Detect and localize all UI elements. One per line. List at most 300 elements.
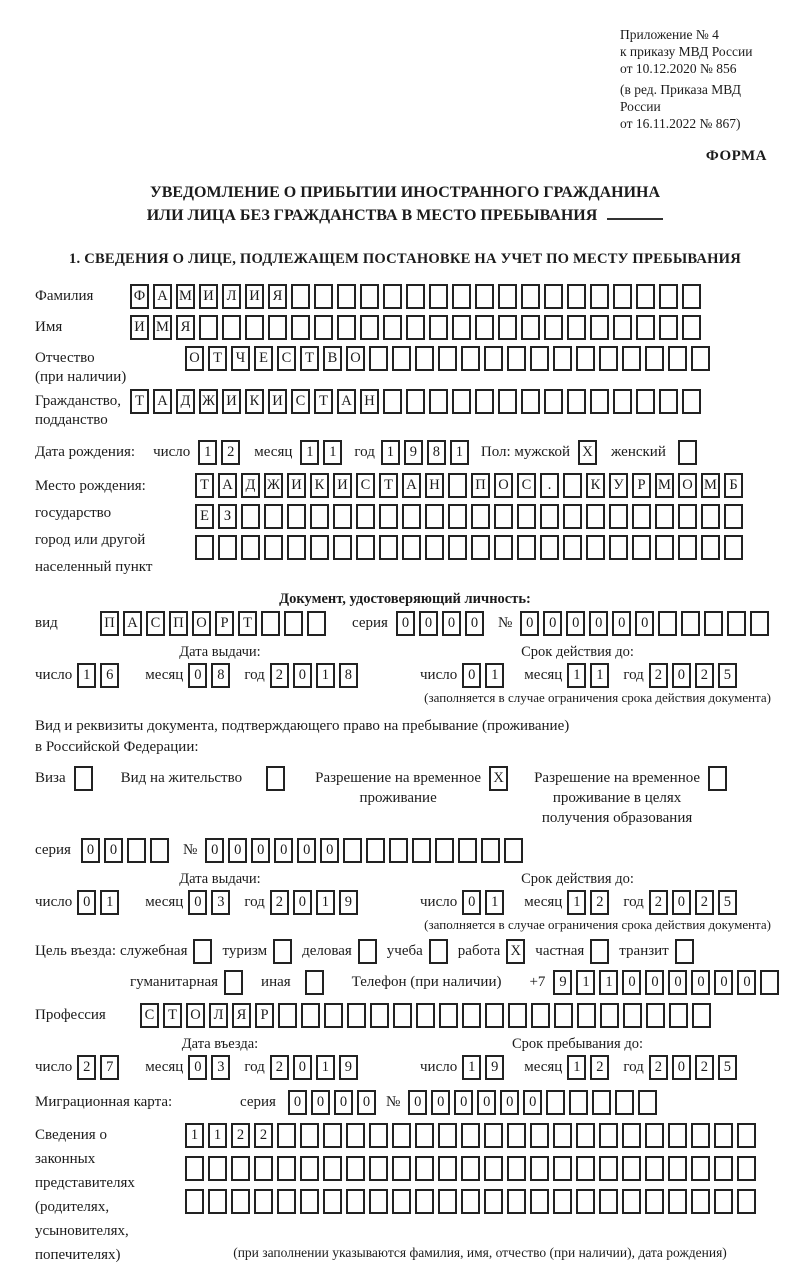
char-cell[interactable] bbox=[592, 1090, 611, 1115]
char-cell[interactable] bbox=[655, 535, 674, 560]
visa-checkbox[interactable] bbox=[74, 766, 97, 791]
char-cell[interactable] bbox=[544, 315, 563, 340]
char-cell[interactable] bbox=[471, 504, 490, 529]
char-cell[interactable] bbox=[429, 389, 448, 414]
char-cell[interactable] bbox=[577, 1003, 596, 1028]
char-cell[interactable] bbox=[310, 504, 329, 529]
char-cell[interactable] bbox=[314, 315, 333, 340]
char-cell[interactable]: И bbox=[333, 473, 352, 498]
char-cell[interactable] bbox=[576, 346, 595, 371]
char-cell[interactable] bbox=[438, 1123, 457, 1148]
char-cell[interactable]: М bbox=[176, 284, 195, 309]
char-cell[interactable]: 2 bbox=[254, 1123, 273, 1148]
char-cell[interactable] bbox=[218, 535, 237, 560]
char-cell[interactable]: Р bbox=[215, 611, 234, 636]
char-cell[interactable] bbox=[494, 504, 513, 529]
char-cell[interactable] bbox=[737, 1189, 756, 1214]
char-cell[interactable]: Т bbox=[163, 1003, 182, 1028]
char-cell[interactable] bbox=[475, 284, 494, 309]
char-cell[interactable]: 0 bbox=[419, 611, 438, 636]
char-cell[interactable] bbox=[701, 535, 720, 560]
valid1-year-cells[interactable] bbox=[649, 663, 741, 688]
char-cell[interactable]: 9 bbox=[339, 1055, 358, 1080]
char-cell[interactable]: Л bbox=[222, 284, 241, 309]
char-cell[interactable] bbox=[622, 346, 641, 371]
char-cell[interactable]: 1 bbox=[485, 663, 504, 688]
char-cell[interactable] bbox=[675, 939, 694, 964]
char-cell[interactable]: 0 bbox=[691, 970, 710, 995]
char-cell[interactable] bbox=[369, 346, 388, 371]
char-cell[interactable]: М bbox=[701, 473, 720, 498]
char-cell[interactable] bbox=[452, 284, 471, 309]
issue2-month-cells[interactable] bbox=[188, 890, 234, 915]
char-cell[interactable]: Я bbox=[268, 284, 287, 309]
char-cell[interactable]: 5 bbox=[718, 890, 737, 915]
char-cell[interactable] bbox=[586, 535, 605, 560]
char-cell[interactable] bbox=[498, 284, 517, 309]
char-cell[interactable] bbox=[360, 284, 379, 309]
char-cell[interactable]: 1 bbox=[198, 440, 217, 465]
char-cell[interactable]: 0 bbox=[311, 1090, 330, 1115]
char-cell[interactable] bbox=[498, 315, 517, 340]
char-cell[interactable]: 2 bbox=[590, 1055, 609, 1080]
stay-day-cells[interactable] bbox=[462, 1055, 508, 1080]
char-cell[interactable] bbox=[461, 1189, 480, 1214]
purpose-transit-checkbox[interactable] bbox=[675, 939, 698, 964]
char-cell[interactable] bbox=[708, 766, 727, 791]
char-cell[interactable]: О bbox=[494, 473, 513, 498]
char-cell[interactable]: В bbox=[323, 346, 342, 371]
char-cell[interactable]: О bbox=[678, 473, 697, 498]
char-cell[interactable] bbox=[310, 535, 329, 560]
birth-place-row1[interactable] bbox=[195, 473, 747, 498]
char-cell[interactable] bbox=[402, 535, 421, 560]
char-cell[interactable] bbox=[622, 1123, 641, 1148]
char-cell[interactable]: 0 bbox=[454, 1090, 473, 1115]
char-cell[interactable]: П bbox=[471, 473, 490, 498]
char-cell[interactable]: 1 bbox=[316, 663, 335, 688]
char-cell[interactable] bbox=[645, 1156, 664, 1181]
char-cell[interactable]: 0 bbox=[188, 663, 207, 688]
char-cell[interactable]: 9 bbox=[485, 1055, 504, 1080]
representatives-row2[interactable] bbox=[185, 1156, 760, 1181]
char-cell[interactable] bbox=[682, 284, 701, 309]
char-cell[interactable]: 0 bbox=[442, 611, 461, 636]
char-cell[interactable] bbox=[546, 1090, 565, 1115]
char-cell[interactable]: 0 bbox=[293, 1055, 312, 1080]
char-cell[interactable] bbox=[590, 389, 609, 414]
char-cell[interactable] bbox=[241, 504, 260, 529]
char-cell[interactable]: Т bbox=[195, 473, 214, 498]
char-cell[interactable] bbox=[622, 1189, 641, 1214]
char-cell[interactable] bbox=[586, 504, 605, 529]
char-cell[interactable]: 2 bbox=[231, 1123, 250, 1148]
citizenship-cells[interactable] bbox=[130, 389, 705, 414]
char-cell[interactable] bbox=[389, 838, 408, 863]
char-cell[interactable] bbox=[521, 315, 540, 340]
char-cell[interactable] bbox=[415, 1123, 434, 1148]
char-cell[interactable] bbox=[563, 535, 582, 560]
char-cell[interactable] bbox=[452, 389, 471, 414]
char-cell[interactable]: 1 bbox=[567, 890, 586, 915]
char-cell[interactable] bbox=[599, 1189, 618, 1214]
char-cell[interactable] bbox=[425, 535, 444, 560]
char-cell[interactable] bbox=[576, 1123, 595, 1148]
char-cell[interactable] bbox=[567, 315, 586, 340]
char-cell[interactable] bbox=[540, 535, 559, 560]
char-cell[interactable]: 1 bbox=[599, 970, 618, 995]
birth-place-row3[interactable] bbox=[195, 535, 747, 560]
char-cell[interactable]: Т bbox=[208, 346, 227, 371]
char-cell[interactable] bbox=[659, 389, 678, 414]
char-cell[interactable]: С bbox=[146, 611, 165, 636]
entry-day-cells[interactable] bbox=[77, 1055, 123, 1080]
char-cell[interactable] bbox=[576, 1156, 595, 1181]
char-cell[interactable] bbox=[636, 389, 655, 414]
char-cell[interactable]: 0 bbox=[672, 890, 691, 915]
char-cell[interactable]: 8 bbox=[427, 440, 446, 465]
char-cell[interactable]: 1 bbox=[485, 890, 504, 915]
char-cell[interactable] bbox=[507, 346, 526, 371]
char-cell[interactable] bbox=[273, 939, 292, 964]
char-cell[interactable]: Т bbox=[300, 346, 319, 371]
char-cell[interactable] bbox=[494, 535, 513, 560]
char-cell[interactable] bbox=[150, 838, 169, 863]
char-cell[interactable]: Д bbox=[176, 389, 195, 414]
char-cell[interactable] bbox=[553, 1156, 572, 1181]
char-cell[interactable]: Р bbox=[632, 473, 651, 498]
char-cell[interactable] bbox=[264, 535, 283, 560]
char-cell[interactable] bbox=[737, 1123, 756, 1148]
char-cell[interactable] bbox=[567, 284, 586, 309]
char-cell[interactable] bbox=[724, 504, 743, 529]
purpose-tourism-checkbox[interactable] bbox=[273, 939, 296, 964]
char-cell[interactable] bbox=[521, 389, 540, 414]
char-cell[interactable] bbox=[471, 535, 490, 560]
char-cell[interactable]: 0 bbox=[104, 838, 123, 863]
char-cell[interactable] bbox=[287, 504, 306, 529]
char-cell[interactable]: И bbox=[245, 284, 264, 309]
char-cell[interactable]: 0 bbox=[465, 611, 484, 636]
char-cell[interactable]: 1 bbox=[316, 1055, 335, 1080]
char-cell[interactable] bbox=[678, 535, 697, 560]
char-cell[interactable] bbox=[669, 1003, 688, 1028]
char-cell[interactable]: А bbox=[218, 473, 237, 498]
issue1-year-cells[interactable] bbox=[270, 663, 362, 688]
char-cell[interactable] bbox=[402, 504, 421, 529]
char-cell[interactable]: Т bbox=[130, 389, 149, 414]
char-cell[interactable]: 0 bbox=[477, 1090, 496, 1115]
char-cell[interactable] bbox=[475, 315, 494, 340]
char-cell[interactable] bbox=[609, 535, 628, 560]
purpose-private-checkbox[interactable] bbox=[590, 939, 613, 964]
char-cell[interactable] bbox=[678, 440, 697, 465]
char-cell[interactable] bbox=[337, 315, 356, 340]
char-cell[interactable] bbox=[750, 611, 769, 636]
char-cell[interactable] bbox=[264, 504, 283, 529]
char-cell[interactable] bbox=[645, 346, 664, 371]
char-cell[interactable] bbox=[379, 535, 398, 560]
char-cell[interactable]: О bbox=[192, 611, 211, 636]
char-cell[interactable] bbox=[392, 346, 411, 371]
char-cell[interactable] bbox=[370, 1003, 389, 1028]
char-cell[interactable] bbox=[646, 1003, 665, 1028]
char-cell[interactable]: 2 bbox=[270, 1055, 289, 1080]
stay-month-cells[interactable] bbox=[567, 1055, 613, 1080]
char-cell[interactable]: 0 bbox=[396, 611, 415, 636]
char-cell[interactable] bbox=[284, 611, 303, 636]
stay-year-cells[interactable] bbox=[649, 1055, 741, 1080]
char-cell[interactable]: И bbox=[130, 315, 149, 340]
char-cell[interactable]: О bbox=[185, 346, 204, 371]
issue1-month-cells[interactable] bbox=[188, 663, 234, 688]
char-cell[interactable] bbox=[307, 611, 326, 636]
char-cell[interactable]: 1 bbox=[100, 890, 119, 915]
char-cell[interactable]: 0 bbox=[612, 611, 631, 636]
char-cell[interactable]: Р bbox=[255, 1003, 274, 1028]
char-cell[interactable] bbox=[701, 504, 720, 529]
char-cell[interactable] bbox=[609, 504, 628, 529]
char-cell[interactable]: 8 bbox=[211, 663, 230, 688]
char-cell[interactable] bbox=[636, 284, 655, 309]
char-cell[interactable] bbox=[199, 315, 218, 340]
char-cell[interactable] bbox=[261, 611, 280, 636]
birth-day-cells[interactable] bbox=[198, 440, 244, 465]
birth-month-cells[interactable] bbox=[300, 440, 346, 465]
char-cell[interactable] bbox=[590, 939, 609, 964]
char-cell[interactable]: X bbox=[578, 440, 597, 465]
char-cell[interactable] bbox=[346, 1156, 365, 1181]
char-cell[interactable]: П bbox=[100, 611, 119, 636]
char-cell[interactable]: М bbox=[153, 315, 172, 340]
char-cell[interactable] bbox=[245, 315, 264, 340]
char-cell[interactable]: 8 bbox=[339, 663, 358, 688]
char-cell[interactable]: 0 bbox=[251, 838, 270, 863]
char-cell[interactable]: С bbox=[517, 473, 536, 498]
char-cell[interactable]: С bbox=[140, 1003, 159, 1028]
char-cell[interactable] bbox=[462, 1003, 481, 1028]
char-cell[interactable]: О bbox=[186, 1003, 205, 1028]
char-cell[interactable] bbox=[383, 284, 402, 309]
char-cell[interactable]: 0 bbox=[205, 838, 224, 863]
purpose-official-checkbox[interactable] bbox=[193, 939, 216, 964]
char-cell[interactable]: 0 bbox=[293, 890, 312, 915]
char-cell[interactable] bbox=[613, 315, 632, 340]
char-cell[interactable] bbox=[448, 473, 467, 498]
char-cell[interactable] bbox=[714, 1156, 733, 1181]
char-cell[interactable] bbox=[681, 611, 700, 636]
char-cell[interactable]: И bbox=[199, 284, 218, 309]
char-cell[interactable] bbox=[300, 1123, 319, 1148]
char-cell[interactable] bbox=[461, 346, 480, 371]
permit-number-cells[interactable] bbox=[205, 838, 527, 863]
char-cell[interactable] bbox=[392, 1189, 411, 1214]
char-cell[interactable] bbox=[504, 838, 523, 863]
char-cell[interactable]: 0 bbox=[188, 890, 207, 915]
char-cell[interactable] bbox=[278, 1003, 297, 1028]
char-cell[interactable]: 1 bbox=[185, 1123, 204, 1148]
char-cell[interactable] bbox=[668, 346, 687, 371]
purpose-humanitarian-checkbox[interactable] bbox=[224, 970, 247, 995]
char-cell[interactable]: 9 bbox=[553, 970, 572, 995]
char-cell[interactable]: Т bbox=[379, 473, 398, 498]
char-cell[interactable]: 0 bbox=[81, 838, 100, 863]
char-cell[interactable]: 0 bbox=[320, 838, 339, 863]
issue2-year-cells[interactable] bbox=[270, 890, 362, 915]
char-cell[interactable] bbox=[277, 1156, 296, 1181]
char-cell[interactable] bbox=[346, 1123, 365, 1148]
char-cell[interactable] bbox=[622, 1156, 641, 1181]
char-cell[interactable] bbox=[268, 315, 287, 340]
char-cell[interactable]: 1 bbox=[323, 440, 342, 465]
char-cell[interactable] bbox=[406, 315, 425, 340]
char-cell[interactable] bbox=[507, 1189, 526, 1214]
char-cell[interactable] bbox=[540, 504, 559, 529]
char-cell[interactable] bbox=[517, 504, 536, 529]
char-cell[interactable]: 0 bbox=[334, 1090, 353, 1115]
representatives-row3[interactable] bbox=[185, 1189, 760, 1214]
char-cell[interactable] bbox=[563, 473, 582, 498]
char-cell[interactable]: 0 bbox=[274, 838, 293, 863]
char-cell[interactable]: X bbox=[489, 766, 508, 791]
char-cell[interactable]: 0 bbox=[408, 1090, 427, 1115]
char-cell[interactable] bbox=[727, 611, 746, 636]
char-cell[interactable] bbox=[714, 1123, 733, 1148]
char-cell[interactable]: 1 bbox=[450, 440, 469, 465]
char-cell[interactable]: 1 bbox=[300, 440, 319, 465]
sex-male-checkbox[interactable] bbox=[578, 440, 601, 465]
char-cell[interactable]: Л bbox=[209, 1003, 228, 1028]
char-cell[interactable]: Ж bbox=[264, 473, 283, 498]
char-cell[interactable] bbox=[435, 838, 454, 863]
profession-cells[interactable] bbox=[140, 1003, 715, 1028]
char-cell[interactable] bbox=[337, 284, 356, 309]
char-cell[interactable]: 0 bbox=[523, 1090, 542, 1115]
char-cell[interactable] bbox=[392, 1123, 411, 1148]
char-cell[interactable]: 0 bbox=[622, 970, 641, 995]
char-cell[interactable]: 0 bbox=[462, 663, 481, 688]
valid2-month-cells[interactable] bbox=[567, 890, 613, 915]
char-cell[interactable]: . bbox=[540, 473, 559, 498]
valid2-year-cells[interactable] bbox=[649, 890, 741, 915]
char-cell[interactable] bbox=[208, 1189, 227, 1214]
residence-permit-checkbox[interactable] bbox=[266, 766, 289, 791]
entry-year-cells[interactable] bbox=[270, 1055, 362, 1080]
char-cell[interactable] bbox=[678, 504, 697, 529]
char-cell[interactable] bbox=[544, 389, 563, 414]
char-cell[interactable]: 1 bbox=[590, 663, 609, 688]
char-cell[interactable]: Б bbox=[724, 473, 743, 498]
char-cell[interactable]: С bbox=[356, 473, 375, 498]
char-cell[interactable]: 0 bbox=[77, 890, 96, 915]
char-cell[interactable]: И bbox=[222, 389, 241, 414]
char-cell[interactable]: М bbox=[655, 473, 674, 498]
char-cell[interactable] bbox=[692, 1003, 711, 1028]
char-cell[interactable] bbox=[530, 1123, 549, 1148]
char-cell[interactable] bbox=[613, 389, 632, 414]
char-cell[interactable] bbox=[668, 1156, 687, 1181]
char-cell[interactable]: 2 bbox=[695, 890, 714, 915]
char-cell[interactable] bbox=[438, 1189, 457, 1214]
char-cell[interactable]: 5 bbox=[718, 663, 737, 688]
char-cell[interactable] bbox=[544, 284, 563, 309]
migration-series-cells[interactable] bbox=[288, 1090, 380, 1115]
char-cell[interactable] bbox=[600, 1003, 619, 1028]
char-cell[interactable]: А bbox=[123, 611, 142, 636]
char-cell[interactable] bbox=[599, 346, 618, 371]
char-cell[interactable]: Ч bbox=[231, 346, 250, 371]
char-cell[interactable] bbox=[224, 970, 243, 995]
char-cell[interactable] bbox=[517, 535, 536, 560]
char-cell[interactable] bbox=[291, 284, 310, 309]
char-cell[interactable]: А bbox=[153, 284, 172, 309]
char-cell[interactable] bbox=[347, 1003, 366, 1028]
char-cell[interactable] bbox=[475, 389, 494, 414]
birth-year-cells[interactable] bbox=[381, 440, 473, 465]
char-cell[interactable] bbox=[659, 315, 678, 340]
char-cell[interactable]: К bbox=[310, 473, 329, 498]
char-cell[interactable]: 0 bbox=[645, 970, 664, 995]
char-cell[interactable]: 0 bbox=[668, 970, 687, 995]
char-cell[interactable]: 0 bbox=[672, 1055, 691, 1080]
char-cell[interactable] bbox=[724, 535, 743, 560]
permit-series-cells[interactable] bbox=[81, 838, 173, 863]
migration-number-cells[interactable] bbox=[408, 1090, 661, 1115]
char-cell[interactable] bbox=[530, 1156, 549, 1181]
char-cell[interactable] bbox=[429, 315, 448, 340]
char-cell[interactable] bbox=[531, 1003, 550, 1028]
char-cell[interactable] bbox=[484, 346, 503, 371]
char-cell[interactable] bbox=[254, 1156, 273, 1181]
char-cell[interactable] bbox=[300, 1189, 319, 1214]
char-cell[interactable] bbox=[415, 1156, 434, 1181]
char-cell[interactable]: 1 bbox=[576, 970, 595, 995]
surname-cells[interactable] bbox=[130, 284, 705, 309]
char-cell[interactable] bbox=[416, 1003, 435, 1028]
char-cell[interactable] bbox=[613, 284, 632, 309]
char-cell[interactable] bbox=[554, 1003, 573, 1028]
char-cell[interactable] bbox=[682, 389, 701, 414]
char-cell[interactable] bbox=[448, 504, 467, 529]
phone-cells[interactable] bbox=[553, 970, 783, 995]
char-cell[interactable]: К bbox=[586, 473, 605, 498]
char-cell[interactable] bbox=[415, 1189, 434, 1214]
char-cell[interactable] bbox=[324, 1003, 343, 1028]
char-cell[interactable]: 3 bbox=[211, 1055, 230, 1080]
char-cell[interactable]: 1 bbox=[567, 663, 586, 688]
char-cell[interactable]: 0 bbox=[188, 1055, 207, 1080]
char-cell[interactable]: 1 bbox=[77, 663, 96, 688]
char-cell[interactable]: 9 bbox=[404, 440, 423, 465]
char-cell[interactable]: 1 bbox=[316, 890, 335, 915]
char-cell[interactable] bbox=[691, 1156, 710, 1181]
char-cell[interactable] bbox=[425, 504, 444, 529]
valid2-day-cells[interactable] bbox=[462, 890, 508, 915]
char-cell[interactable] bbox=[655, 504, 674, 529]
char-cell[interactable] bbox=[333, 504, 352, 529]
char-cell[interactable] bbox=[277, 1123, 296, 1148]
char-cell[interactable] bbox=[383, 389, 402, 414]
char-cell[interactable]: С bbox=[291, 389, 310, 414]
char-cell[interactable] bbox=[498, 389, 517, 414]
char-cell[interactable] bbox=[484, 1123, 503, 1148]
char-cell[interactable] bbox=[438, 1156, 457, 1181]
char-cell[interactable] bbox=[406, 284, 425, 309]
char-cell[interactable] bbox=[530, 1189, 549, 1214]
char-cell[interactable] bbox=[406, 389, 425, 414]
char-cell[interactable]: 6 bbox=[100, 663, 119, 688]
char-cell[interactable] bbox=[737, 1156, 756, 1181]
